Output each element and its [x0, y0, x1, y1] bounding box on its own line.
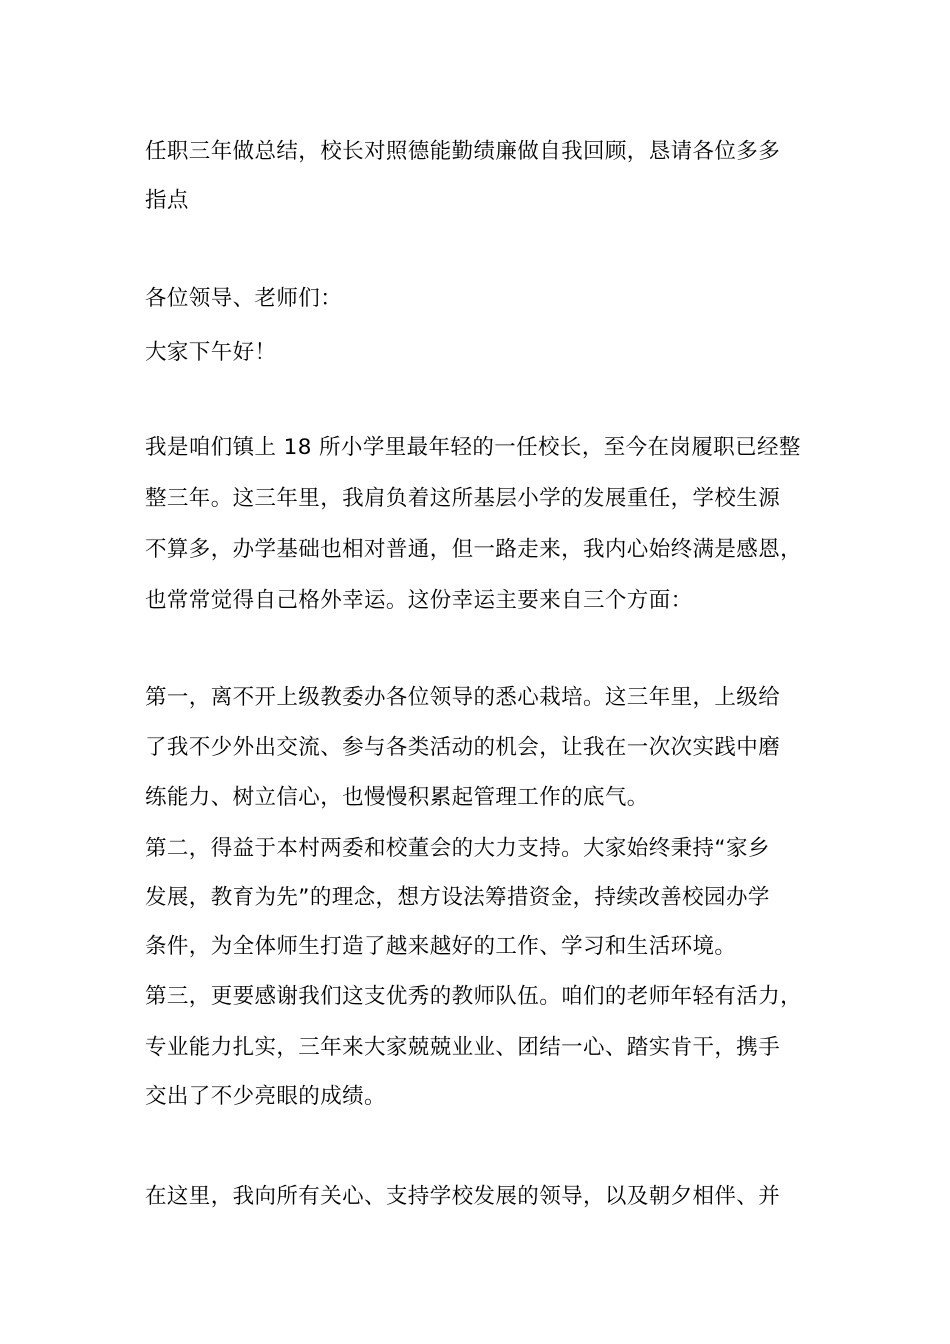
point1-line-2: 了我不少外出交流、参与各类活动的机会，让我在一次次实践中磨 — [145, 735, 781, 760]
title-line-1: 任职三年做总结，校长对照德能勤绩廉做自我回顾，恳请各位多多 — [145, 139, 781, 164]
salutation: 各位领导、老师们： — [145, 286, 343, 311]
point2-line-1: 第二，得益于本村两委和校董会的大力支持。大家始终秉持“家乡 — [145, 836, 770, 861]
intro-line-1: 我是咱们镇上 18 所小学里最年轻的一任校长，至今在岗履职已经整 — [145, 435, 801, 460]
point1-line-3: 练能力、树立信心，也慢慢积累起管理工作的底气。 — [145, 785, 649, 810]
greeting: 大家下午好！ — [145, 340, 277, 365]
point3-line-2: 专业能力扎实，三年来大家兢兢业业、团结一心、踏实肯干，携手 — [145, 1035, 781, 1060]
intro-line-3: 不算多，办学基础也相对普通，但一路走来，我内心始终满是感恩， — [145, 537, 803, 562]
point1-line-1: 第一，离不开上级教委办各位领导的悉心栽培。这三年里，上级给 — [145, 685, 781, 710]
intro-line-2: 整三年。这三年里，我肩负着这所基层小学的发展重任，学校生源 — [145, 486, 781, 511]
title-line-2: 指点 — [145, 188, 189, 213]
point2-line-3: 条件，为全体师生打造了越来越好的工作、学习和生活环境。 — [145, 934, 737, 959]
intro-line-4: 也常常觉得自己格外幸运。这份幸运主要来自三个方面： — [145, 588, 693, 613]
point3-line-1: 第三，更要感谢我们这支优秀的教师队伍。咱们的老师年轻有活力， — [145, 984, 803, 1009]
point3-line-3: 交出了不少亮眼的成绩。 — [145, 1084, 386, 1109]
closing-line-1: 在这里，我向所有关心、支持学校发展的领导，以及朝夕相伴、并 — [145, 1184, 781, 1209]
point2-line-2: 发展，教育为先”的理念，想方设法筹措资金，持续改善校园办学 — [145, 885, 770, 910]
